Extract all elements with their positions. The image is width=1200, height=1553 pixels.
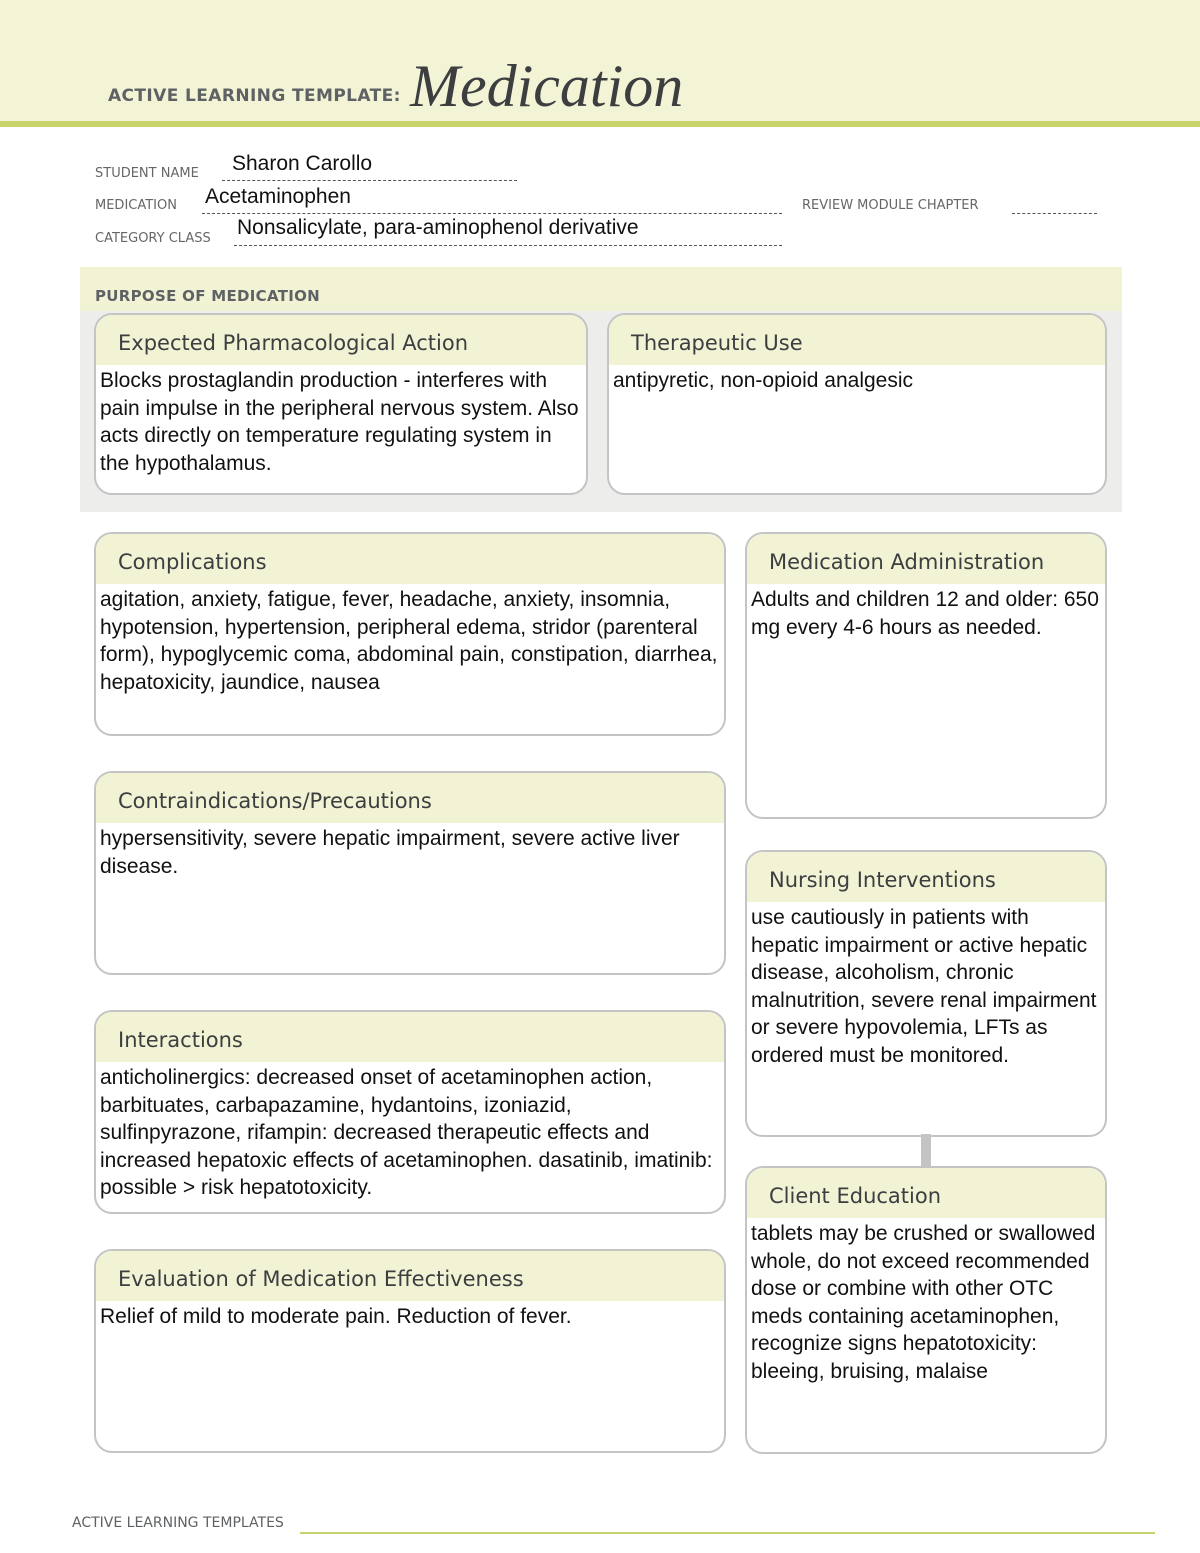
- student-name-line: [222, 180, 517, 181]
- review-module-field[interactable]: [1012, 213, 1097, 214]
- nursing-interventions-text[interactable]: use cautiously in patients with hepatic impairment or active hepatic disease, alcoholism, chronic malnutrition, severe renal impairment or severe hypovolemia, LFTs as ordered must be monitored.: [751, 906, 1097, 1067]
- contraindications-text[interactable]: hypersensitivity, severe hepatic impairment, severe active liver disease.: [100, 827, 680, 878]
- header-rule: [0, 121, 1200, 127]
- expected-action-text[interactable]: Blocks prostaglandin production - interferes with pain impulse in the peripheral nervous system. Also acts directly on temperature regulating system in the hypothalamus.: [100, 369, 579, 475]
- medication-line: [202, 213, 782, 214]
- therapeutic-use-text[interactable]: antipyretic, non-opioid analgesic: [613, 369, 914, 392]
- therapeutic-use-box: [607, 313, 1107, 495]
- interactions-title: Interactions: [96, 1012, 724, 1062]
- category-class-field[interactable]: Nonsalicylate, para-aminophenol derivative: [237, 216, 639, 239]
- medication-label: MEDICATION: [95, 198, 177, 213]
- administration-box: [745, 532, 1107, 819]
- complications-text[interactable]: agitation, anxiety, fatigue, fever, headache, anxiety, insomnia, hypotension, hypertension, peripheral edema, stridor (parenteral form), hypoglycemic coma, abdominal pain, constipation, diarrhea, hepatoxicity, jaundice, nausea: [100, 588, 718, 694]
- complications-title: Complications: [96, 534, 724, 584]
- nursing-interventions-title: Nursing Interventions: [747, 852, 1105, 902]
- contraindications-box: [94, 771, 726, 975]
- template-label: ACTIVE LEARNING TEMPLATE:: [108, 86, 401, 106]
- expected-action-title: Expected Pharmacological Action: [96, 315, 586, 365]
- therapeutic-use-title: Therapeutic Use: [609, 315, 1105, 365]
- administration-text[interactable]: Adults and children 12 and older: 650 mg every 4-6 hours as needed.: [751, 588, 1099, 639]
- student-name-field[interactable]: Sharon Carollo: [232, 152, 373, 175]
- review-module-label: REVIEW MODULE CHAPTER: [802, 198, 979, 213]
- evaluation-title: Evaluation of Medication Effectiveness: [96, 1251, 724, 1301]
- contraindications-title: Contraindications/Precautions: [96, 773, 724, 823]
- interactions-text[interactable]: anticholinergics: decreased onset of acetaminophen action, barbituates, carbapazamine, hydantoins, izoniazid, sulfinpyrazone, rifampin: decreased therapeutic effects and increased hepatoxic effects of acetaminophen. dasatinib, imatinib: possible > risk hepatotoxicity.: [100, 1066, 713, 1199]
- complications-box: [94, 532, 726, 736]
- medication-field[interactable]: Acetaminophen: [205, 185, 351, 208]
- evaluation-text[interactable]: Relief of mild to moderate pain. Reduction of fever.: [100, 1305, 572, 1328]
- category-class-label: CATEGORY CLASS: [95, 231, 211, 246]
- student-name-label: STUDENT NAME: [95, 166, 199, 181]
- purpose-title: PURPOSE OF MEDICATION: [95, 287, 321, 305]
- evaluation-box: [94, 1249, 726, 1453]
- footer-text: ACTIVE LEARNING TEMPLATES: [72, 1515, 284, 1531]
- category-class-line: [234, 245, 782, 246]
- expected-action-box: [94, 313, 588, 495]
- connector-bar: [921, 1134, 931, 1166]
- client-education-box: [745, 1166, 1107, 1454]
- administration-title: Medication Administration: [747, 534, 1105, 584]
- interactions-box: [94, 1010, 726, 1214]
- client-education-text[interactable]: tablets may be crushed or swallowed whole, do not exceed recommended dose or combine with other OTC meds containing acetaminophen, recognize signs hepatotoxicity: bleeing, bruising, malaise: [751, 1222, 1096, 1383]
- page-title: Medication: [410, 53, 684, 119]
- nursing-interventions-box: [745, 850, 1107, 1137]
- footer-rule: [300, 1532, 1155, 1534]
- client-education-title: Client Education: [747, 1168, 1105, 1218]
